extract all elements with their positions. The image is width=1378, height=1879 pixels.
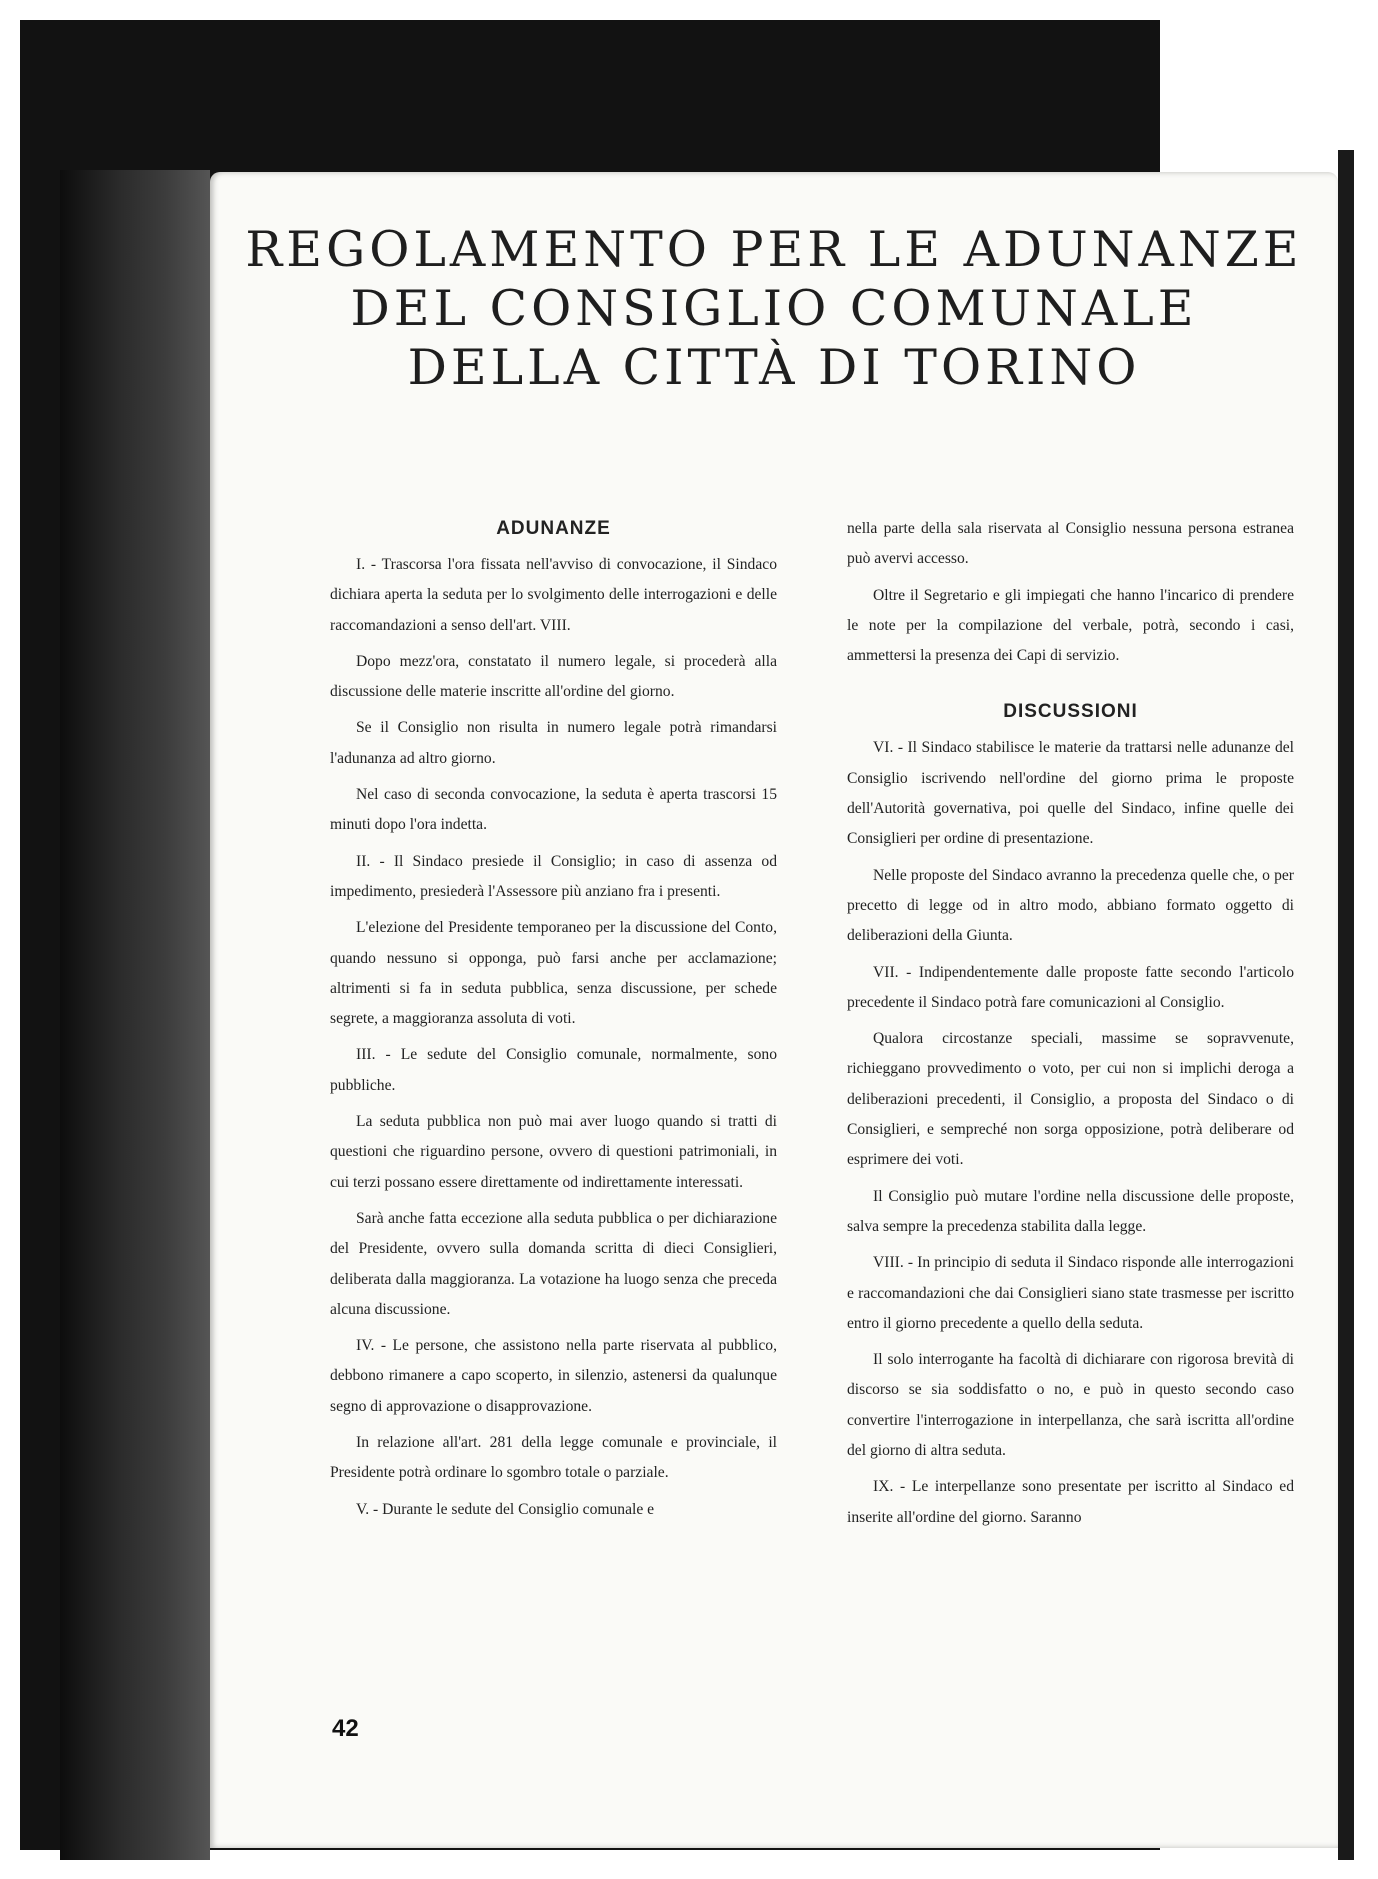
paragraph: Il Consiglio può mutare l'ordine nella discussione delle proposte, salva sempre la precedenza stabilita dalla legge. [847, 1187, 1294, 1235]
paragraph: Dopo mezz'ora, constatato il numero legale, si procederà alla discussione delle materie inscritte all'ordine del giorno. [330, 652, 777, 701]
paragraph: Nel caso di seconda convocazione, la seduta è aperta trascorsi 15 minuti dopo l'ora indetta. [330, 786, 777, 834]
paragraph: VIII. - In principio di seduta il Sindaco risponde alle interrogazioni e raccomandazioni che dai Consiglieri siano state trasmesse per iscritto entro il giorno precedente a quello della seduta. [847, 1254, 1294, 1332]
paragraph: In relazione all'art. 281 della legge comunale e provinciale, il Presidente potrà ordinare lo sgombro totale o parziale. [330, 1434, 777, 1482]
page-number: 42 [332, 1715, 359, 1742]
paragraph: La seduta pubblica non può mai aver luogo quando si tratti di questioni che riguardino persone, ovvero di questioni patrimoniali, in cui terzi possano essere direttamente od indirettamente interessati. [330, 1113, 777, 1191]
paragraph: L'elezione del Presidente temporaneo per la discussione del Conto, quando nessuno si opponga, può farsi anche per acclamazione; altrimenti si fa in seduta pubblica, senza discussione, per schede segrete, a maggioranza assoluta di voti. [330, 919, 777, 1028]
binding-shadow [60, 170, 210, 1860]
section-heading-adunanze: ADUNANZE [496, 518, 611, 539]
paragraph: Qualora circostanze speciali, massime se sopravvenute, richieggano provvedimento o voto, per cui non si implichi deroga a deliberazioni precedenti, il Consiglio, a proposta del Sindaco o di Consiglieri, e sempreché non sorga opposizione, potrà deliberare od esprimere dei voti. [847, 1030, 1294, 1169]
paragraph: Il solo interrogante ha facoltà di dichiarare con rigorosa brevità di discorso se sia soddisfatto o no, e può in questo secondo caso convertire l'interrogazione in interpellanza, che sarà iscritta all'ordine del giorno di altra seduta. [847, 1351, 1294, 1460]
paragraph: I. - Trascorsa l'ora fissata nell'avviso di convocazione, il Sindaco dichiara aperta la seduta per lo svolgimento delle interrogazioni e delle raccomandazioni a senso dell'art. VIII. [330, 556, 777, 634]
paragraph: V. - Durante le sedute del Consiglio comunale e [356, 1500, 655, 1518]
paragraph: IX. - Le interpellanze sono presentate per iscritto al Sindaco ed inserite all'ordine del giorno. Saranno [847, 1478, 1294, 1526]
paragraph: nella parte della sala riservata al Consiglio nessuna persona estranea può avervi accesso. [847, 520, 1294, 568]
right-column [847, 514, 1294, 1539]
paragraph: Sarà anche fatta eccezione alla seduta pubblica o per dichiarazione del Presidente, ovvero sulla domanda scritta di dieci Consiglieri, deliberata dalla maggioranza. La votazione ha luogo senza che preceda alcuna discussione. [330, 1209, 777, 1318]
paragraph: II. - Il Sindaco presiede il Consiglio; in caso di assenza od impedimento, presiederà l'Assessore più anziano fra i presenti. [330, 852, 777, 900]
paragraph: III. - Le sedute del Consiglio comunale, normalmente, sono pubbliche. [330, 1046, 777, 1094]
title-line-1: REGOLAMENTO PER LE ADUNANZE [245, 221, 1303, 278]
document-title [210, 220, 1338, 397]
title-line-3: DELLA CITTÀ DI TORINO [407, 339, 1141, 396]
paragraph: IV. - Le persone, che assistono nella parte riservata al pubblico, debbono rimanere a capo scoperto, in silenzio, astenersi da qualunque segno di approvazione o disapprovazione. [330, 1337, 777, 1415]
title-line-2: DEL CONSIGLIO COMUNALE [350, 280, 1198, 337]
scanner-background-corner [1160, 20, 1338, 165]
document-page [210, 172, 1338, 1848]
paragraph: VI. - Il Sindaco stabilisce le materie da trattarsi nelle adunanze del Consiglio iscrivendo nell'ordine del giorno prima le proposte dell'Autorità governativa, poi quelle del Sindaco, infine quelle dei Consiglieri per ordine di presentazione. [847, 739, 1294, 848]
paragraph: Nelle proposte del Sindaco avranno la precedenza quelle che, o per precetto di legge od in altro modo, abbiano formato oggetto di deliberazioni della Giunta. [847, 866, 1294, 945]
paragraph: Oltre il Segretario e gli impiegati che hanno l'incarico di prendere le note per la compilazione del verbale, potrà, secondo i casi, ammettersi la presenza dei Capi di servizio. [847, 586, 1294, 665]
page-edge-shadow [1338, 150, 1354, 1860]
paragraph: Se il Consiglio non risulta in numero legale potrà rimandarsi l'adunanza ad altro giorno. [330, 719, 777, 767]
section-heading-discussioni: DISCUSSIONI [1003, 701, 1138, 723]
left-column [330, 514, 777, 1531]
paragraph: VII. - Indipendentemente dalle proposte fatte secondo l'articolo precedente il Sindaco potrà fare comunicazioni al Consiglio. [847, 963, 1294, 1011]
